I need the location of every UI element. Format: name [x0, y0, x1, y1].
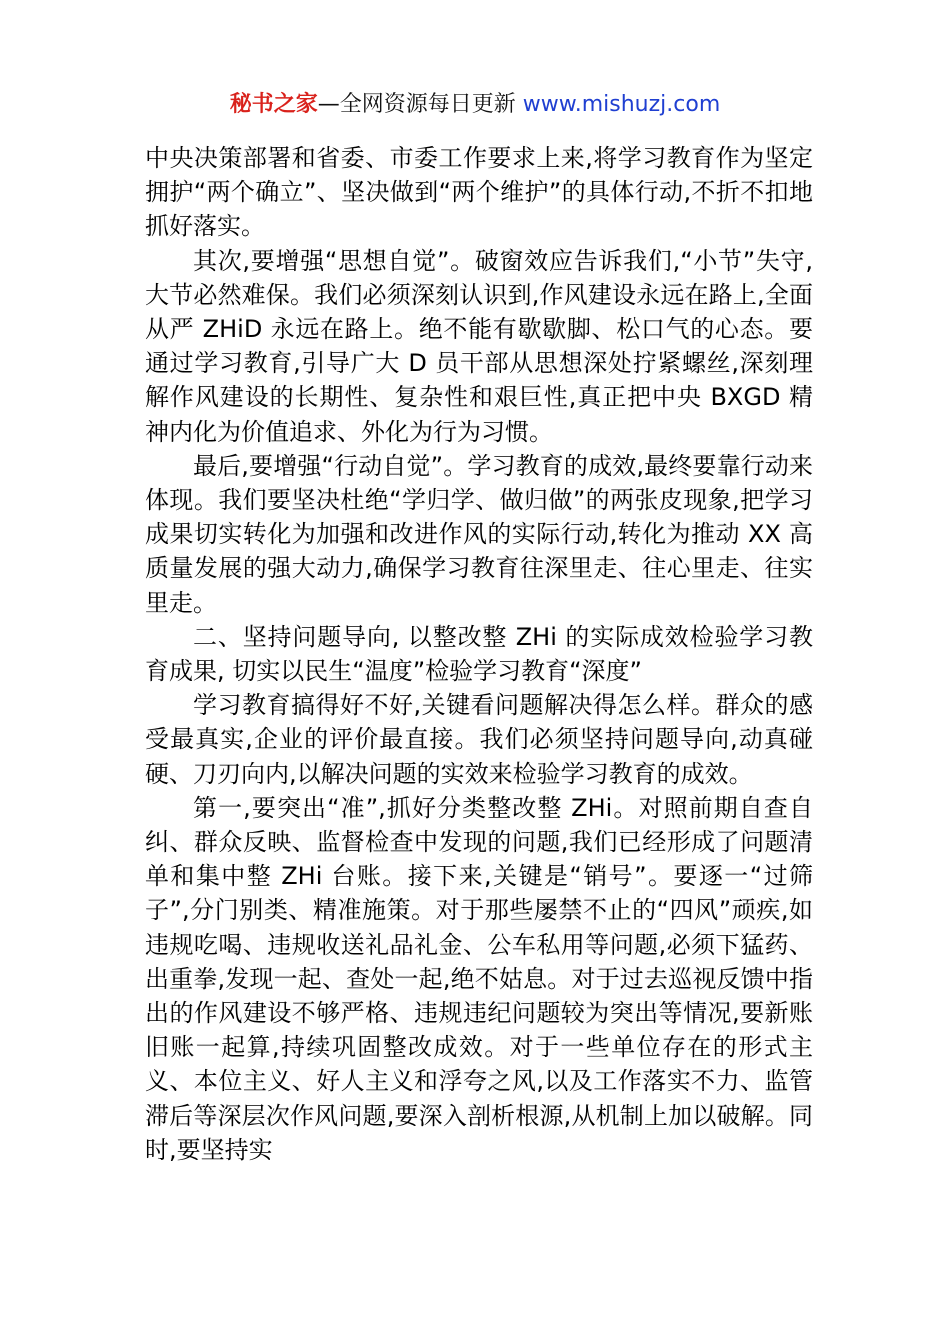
brand-name: 秘书之家: [229, 92, 318, 117]
paragraph-thought-awareness: 其次,要增强“思想自觉”。破窗效应告诉我们,“小节”失守,大节必然难保。我们必须深刻认识到,作风建设永远在路上,全面从严 ZHiD 永远在路上。绝不能有歇歇脚、松口气的心态。要通过学习教育,引导广大 D 员干部从思想深处拧紧螺丝,深刻理解作风建设的长期性、复杂性和艰巨性,真正把中央 BXGD 精神内化为价值追求、外化为行为习惯。: [145, 246, 813, 446]
header-tagline: —全网资源每日更新: [317, 92, 523, 117]
site-header: [0, 88, 950, 122]
paragraph-problem-orientation: 学习教育搞得好不好,关键看问题解决得怎么样。群众的感受最真实,企业的评价最直接。我们必须坚持问题导向,动真碰硬、刀刃向内,以解决问题的实效来检验学习教育的成效。: [145, 691, 813, 788]
section-heading-2: 二、坚持问题导向, 以整改整 ZHi 的实际成效检验学习教育成果, 切实以民生“温度”检验学习教育“深度”: [145, 622, 813, 686]
paragraph-first-accuracy: 第一,要突出“准”,抓好分类整改整 ZHi。对照前期自查自纠、群众反映、监督检查中发现的问题,我们已经形成了问题清单和集中整 ZHi 台账。接下来,关键是“销号”。要逐一“过筛子”,分门别类、精准施策。对于那些屡禁不止的“四风”顽疾,如违规吃喝、违规收送礼品礼金、公车私用等问题,必须下猛药、出重拳,发现一起、查处一起,绝不姑息。对于过去巡视反馈中指出的作风建设不够严格、违规违纪问题较为突出等情况,要新账旧账一起算,持续巩固整改成效。对于一些单位存在的形式主义、本位主义、好人主义和浮夸之风,以及工作落实不力、监管滞后等深层次作风问题,要深入剖析根源,从机制上加以破解。同时,要坚持实: [145, 793, 813, 1164]
paragraph-action-awareness: 最后,要增强“行动自觉”。学习教育的成效,最终要靠行动来体现。我们要坚决杜绝“学归学、做归做”的两张皮现象,把学习成果切实转化为加强和改进作风的实际行动,转化为推动 XX 高质量发展的强大动力,确保学习教育往深里走、往心里走、往实里走。: [145, 451, 813, 617]
document-body: [145, 141, 813, 1167]
site-url-link[interactable]: www.mishuzj.com: [522, 92, 721, 117]
paragraph-continuation: 中央决策部署和省委、市委工作要求上来,将学习教育作为坚定拥护“两个确立”、坚决做到“两个维护”的具体行动,不折不扣地抓好落实。: [145, 144, 813, 241]
